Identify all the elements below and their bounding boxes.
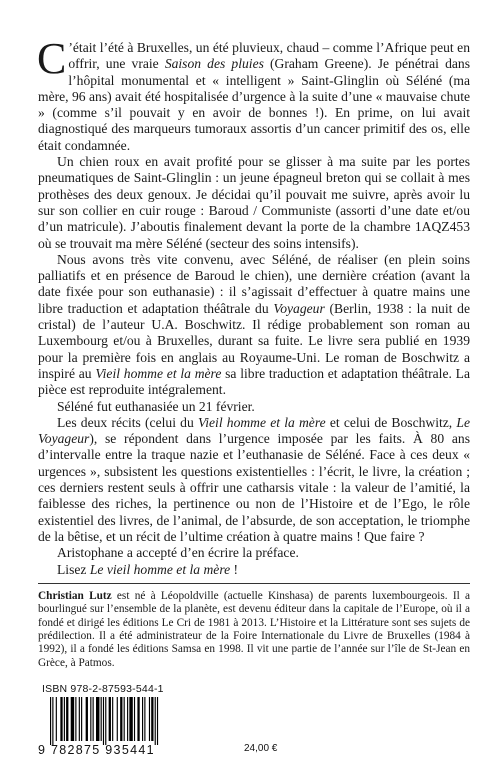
barcode-bar — [144, 697, 145, 741]
barcode-bar — [79, 697, 80, 741]
text-span: sa libre traduction et adaptation théâtrale. La pièce est reproduite intégralement. — [38, 365, 470, 398]
text-span: (Berlin, 1938 : la nuit de cristal) de l’auteur U.A. Boschwitz. Il rédige probablement son roman au Luxembourg et/ou à Bruxelles, durant sa fuite. Le livre sera publié en 1939 pour la première fois en anglais au Royaume-Uni. Le roman de Boschwitz a inspiré au — [38, 300, 470, 381]
book-title-italic: Saison des pluies — [164, 56, 264, 72]
barcode-bar — [93, 697, 94, 741]
text-span: ), se répondent dans l’urgence imposée par les faits. À 80 ans d’intervalle entre la traque nazie et l’euthanasie de Séléné. Face à ces deux « urgences », subsistent les questions existentielles : l’écrit, le livre, la création ; ces derniers restent seuls à offrir une catharsis vitale : la valeur de l’amitié, la faiblesse des riches, la pertinence ou non de l’Histoire et de l’Ego, le rôle existentiel des livres, de l’animal, de l’absurde, de son acceptation, le triomphe de la bêtise, et un récit de l’ultime création à quatre mains ! Que faire ? — [38, 431, 470, 544]
barcode-bar — [149, 697, 150, 741]
paragraph-1 — [37, 34, 470, 154]
barcode-bar — [112, 697, 113, 741]
barcode-icon — [48, 697, 204, 745]
barcode-bar — [50, 697, 51, 745]
barcode-bar — [64, 697, 65, 741]
barcode-bar — [155, 697, 156, 745]
barcode-bar — [103, 697, 104, 745]
barcode-bar — [124, 697, 125, 741]
book-title-italic: Vieil homme et la mère — [197, 414, 326, 430]
barcode-bar — [105, 697, 106, 745]
barcode-digits: 9 782875 935441 — [38, 743, 155, 757]
book-title-italic: Vieil homme et la mère — [95, 365, 222, 381]
barcode-bar — [81, 697, 82, 741]
author-name: Christian Lutz — [38, 589, 112, 602]
barcode-bar — [117, 697, 118, 741]
text-span: (Graham Greene). Je pénétrai dans l’hôpital monumental et « intelligent » Saint-Glinglin où Séléné (ma mère, 96 ans) avait été hospitalisée d’urgence à la suite d’une « mauvaise chute » (comme s’il pouvait y en avoir de bonnes !). En prime, on lui avait diagnostiqué des marqueurs tumoraux assortis d’un cancer primitif des os, elle était condamnée. — [38, 56, 470, 153]
barcode-bar — [109, 697, 111, 741]
author-bio — [38, 590, 470, 670]
barcode-bar — [71, 697, 74, 741]
barcode-bar — [66, 697, 68, 741]
barcode-bar — [142, 697, 143, 741]
paragraph-2: Un chien roux en avait profité pour se glisser à ma suite par les portes pneumatiques de Saint-Glinglin : un jeune épagneul breton qui se collait à mes prothèses des deux genoux. Je décidai qu’il pouvait me suivre, après avoir lu sur son collier en cuir rouge : Baroud / Communiste (assorti d’une date et/ou d’un matricule). J’aboutis finalement devant la porte de la chambre 1AQZ453 où se trouvait ma mère Séléné (secteur des soins intensifs). — [38, 154, 470, 251]
separator-line — [38, 583, 470, 584]
paragraph-4: Séléné fut euthanasiée un 21 février. — [57, 398, 255, 414]
book-title-italic: Le Voyageur — [38, 414, 470, 447]
barcode-block — [38, 683, 238, 759]
barcode-bar — [134, 697, 135, 741]
barcode-bar — [86, 697, 88, 741]
barcode-bar — [60, 697, 62, 741]
book-title-italic: Voyageur — [273, 300, 325, 316]
barcode-bar — [129, 697, 132, 741]
text-span: et celui de Boschwitz, — [325, 414, 457, 430]
paragraph-5 — [38, 415, 470, 545]
author-bio-text: est né à Léopoldville (actuelle Kinshasa) de parents luxembourgeois. Il a bourlingué sur l’ensemble de la planète, est devenu éditeur dans la capitale de l’Europe, où il a fondé et dirigé les éditions Le Cri de 1981 à 2013. L’Histoire et la Littérature sont ses sujets de prédilection. Il a été administrateur de la Foire Internationale du Livre de Bruxelles (1984 à 1992), il a fondé les éditions Samsa en 1998. Il vit une partie de l’année sur l’île de St-Jean en Grèce, à Patmos. — [38, 589, 470, 669]
text-span: Les deux récits (celui du — [57, 414, 198, 430]
back-cover-content — [37, 34, 470, 670]
book-title-italic: Le vieil homme et la mère — [89, 561, 231, 577]
barcode-bar — [137, 697, 139, 741]
paragraph-7 — [38, 562, 470, 578]
barcode-bar — [151, 697, 153, 741]
text-span: ’était l’été à Bruxelles, un été pluvieux, chaud – comme l’Afrique peut en offrir, une vraie — [68, 40, 470, 72]
barcode-bar — [56, 697, 57, 741]
barcode-bar — [157, 697, 158, 745]
price-label: 24,00 € — [244, 743, 278, 754]
paragraph-3 — [38, 252, 470, 399]
barcode-bar — [96, 697, 99, 741]
barcode-bar — [101, 697, 102, 741]
barcode-bar — [52, 697, 53, 745]
paragraph-6: Aristophane a accepté d’en écrire la préface. — [57, 545, 299, 561]
text-span: Nous avons très vite convenu, avec Séléné, de réaliser (en plein soins palliatifs et en présence de Baroud le chien), une dernière création (avant la date fixée pour son euthanasie) : il s’agissait d’effectuer à quatre mains une libre traduction et adaptation théâtrale du — [38, 251, 470, 316]
text-span: ! — [230, 561, 239, 577]
barcode-bar — [127, 697, 128, 741]
text-span: Lisez — [57, 561, 90, 577]
drop-cap: C — [37, 34, 67, 83]
blurb-text — [37, 34, 470, 578]
barcode-bar — [120, 697, 122, 741]
barcode-bar — [90, 697, 91, 741]
barcode-bar — [75, 697, 76, 741]
isbn-label: ISBN 978-2-87593-544-1 — [42, 683, 164, 695]
